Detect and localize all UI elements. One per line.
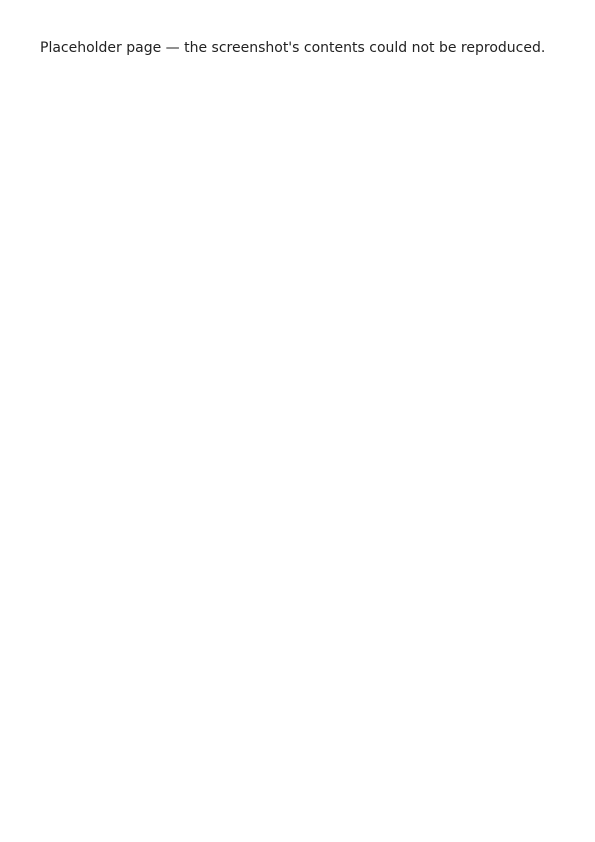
placeholder-note: Placeholder page — the screenshot's contents could not be reproduced. [40,40,546,56]
